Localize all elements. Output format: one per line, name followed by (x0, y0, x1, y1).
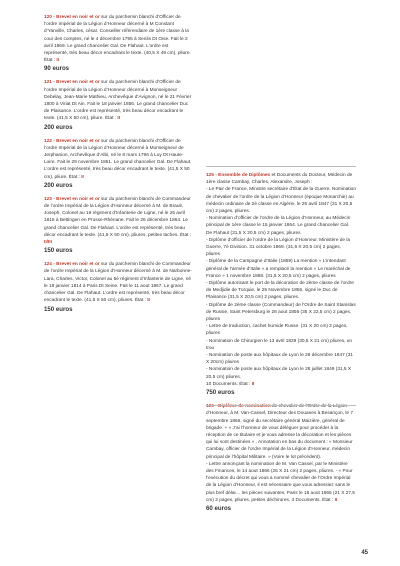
lot-item-text: - Diplôme de 2ème classe (Commandeur) de l’Ordre de Saint Stanislas de Russie, Saint Petersburg le 28 aout 1856 (35 X 22,5 cm) 2 pages, pliures (206, 302, 356, 323)
lot-heading: - Brevet en noir et or (51, 80, 100, 86)
lot-price: 60 euros (206, 504, 232, 512)
lot-item (206, 302, 356, 324)
lot-price: 750 euros (206, 389, 235, 397)
lot-number: 121 (44, 80, 52, 86)
lot-entry (44, 14, 192, 64)
lot-item-text: - Lettre annonçant la nomination de M. Van Cassel, par le Ministère des Finances, le 14 aout 1866 (26 X 21 cm) 2 pages, pliures. - « Pour l’exécution du décret qui vous a nommé chevalier de l’Ordre Impérial de la Légion d’Honneur, il est nécessaire que vous adressiez sans le plus bref délai… les pièces suivantes, Paris le 18 aout 1866 (21 X 27,5 cm) 2 pages, pliures, petites déchirures. 3 Documents. État : (206, 461, 355, 503)
right-column (206, 172, 356, 519)
lot-item-text: - Le Pair de France, Ministre secrétaire d’État de la Guerre, Nomination de chevalier de l’ordre de la Légion d’Honneur (époque Monarchie) au médecin ordinaire de 2è classe en Algérie, le 26 avril 1847 (31 X 20,5 cm) 2 pages, pliures. (206, 187, 356, 215)
lot-condition: II (81, 174, 84, 180)
lot-number: 125 (206, 173, 214, 178)
lot-item-text: - Nomination de poste aux hôpitaux de Lyon le 28 juillet 1849 (31,5 X 20,5 cm) pliures. (206, 367, 352, 380)
lot-item (206, 366, 356, 380)
lot-entry (44, 261, 192, 304)
lot-description: sur du parchemin blanchi de Commandeur de l’ordre Impérial de la Légion d’Honneur décerné à M. de Braulr, Joseph, Colonel au 19 régiment d’Infanterie de Ligne, né le 25 avril 1815 à Bettingen en Prusse-Rhénane. Fait le 26 décembre 1864. Le grand chancelier Gal. De Flahaut. L’ordre est représenté, très beau décor encadrant le texte. (41,5 X 50 cm), pliures, petites taches. État : (44, 196, 192, 238)
lot-entry (44, 196, 192, 246)
lot-item (206, 258, 356, 280)
left-column (44, 14, 192, 320)
lot-intro: de chevalier de l’Ordre de la Légion d’Honneur, à M. Van-Cassel, Directeur des Douanes à Besançon, le 7 septembre 1866, signé du secrétaire général Maizière, général de brigade. + « J’ai l’honneur de vous déléguer pour procéder à la réception de ce titulaire et je vous adresse la décoration et les pièces qui lui sont destinées » . Annotation en bas du document : « Monsieur Cambay, officier de l’ordre Impérial de la Légion d’Honneur, médecin principal de l’hôpital Militaire. » (Voire le lot précédent). (206, 404, 353, 460)
lot-condition: II (334, 497, 338, 503)
lot-item-text: - Lettre de traduction, cachet humide Russe. (31 X 20 cm) 2 pages, pliures (206, 324, 348, 337)
lot-description: sur du parchemin blanchi d’Officier de l’ordre Impérial de la Légion d’Honneur décerné à Monseigneur de Jerphanion, Archevêque d’Albi, né le 8 mars 1796 à Luy Dt Haute-Loire. Fait le 29 novembre 1861. Le grand chancelier Gal. De Flahaut. L’ordre est représenté, très beau décor encadrant le texte. (41,5 X 50 cm), pliure. État : (44, 138, 192, 180)
lot-item (206, 381, 356, 388)
lot-item-text: - Nomination de poste aux hôpitaux de Lyon le 28 décembre 1847 (31 X 20cm) pliures (206, 353, 353, 366)
lot-item-text: - Diplôme autorisant le port de la décoration de 2ème classe de l’ordre de Medjidie de Turquie, le 25 Novembre 1856, signé le Duc de Plaisance (31,5 X 20,5 cm) 2 pages, pliures. (206, 281, 354, 301)
lot-item (206, 186, 356, 215)
section-divider-2 (206, 405, 356, 406)
lot-item (206, 352, 356, 366)
right-lot-list (206, 172, 356, 512)
lot-entry (206, 403, 356, 461)
lot-number: 123 (44, 196, 52, 202)
lot-entry (44, 138, 192, 181)
left-lot-list (44, 14, 192, 313)
lot-item (206, 323, 356, 337)
lot-number: 124 (44, 262, 52, 268)
lot-entry (44, 79, 192, 122)
lot-price: 90 euros (44, 65, 70, 73)
lot-condition: II (56, 58, 60, 64)
lot-item-text: - Nomination de Chirurgien le 13 avril 1829 (30,5 X 21 cm) pliures, un trou (206, 338, 353, 351)
lot-item (206, 237, 356, 259)
lot-heading: - Brevet en noir et or (51, 262, 100, 268)
lot-entry (206, 172, 356, 186)
lot-item (206, 461, 356, 504)
lot-item-text: - Diplôme de la Campagne d’Italie (1859) La mention « L’intendant général de l’armée d’Italie » a remplacé la mention « Le maréchal de France » 1 novembre 1859. (31,5 X 20,5 cm) 2 pages, pliures (206, 259, 351, 279)
lot-item-text: - Diplôme d’officier de l’ordre de la Légion d’Honneur. Ministère de la Guerre, 7è Division. 31 octobre 1869. (31,5 X 20,5 cm) 2 pages, pliures (206, 237, 351, 258)
lot-heading: - Brevet en noir et or (51, 196, 100, 202)
lot-price: 150 euros (44, 247, 73, 255)
page-number: 45 (361, 550, 368, 556)
lot-heading: - Ensemble de Diplômes (213, 173, 271, 178)
lot-number: 126 (206, 404, 214, 410)
lot-condition: II (117, 116, 121, 122)
section-divider (206, 166, 356, 167)
lot-description: sur du parchemin blanchi d’Officier de l’ordre Impérial de la Légion d’Honneur décerné à Monseigneur Debelay, Jean-Marie Mathieu, Archevêque d’Avignon, né le 21 Février 1800 à Viriat Dt Ain. Fait le 18 janvier 1856. Le grand chancelier Duc de Plaisance. L’ordre est représenté, très beau décor encadrant le texte. (41,5 X 50 cm), pliure. État : (44, 80, 192, 122)
lot-number: 122 (44, 138, 52, 144)
lot-number: 120 (44, 15, 52, 20)
lot-item-text: 10 Documents. État : (206, 381, 252, 387)
lot-price: 150 euros (44, 305, 73, 313)
lot-item-text: - Nomination d’officier de l’ordre de la Légion d’Honneur, au Médecin principal de 1ère classe le 15 janvier 1864. Le grand chancelier Gal. De Flahaut (31,5 X 20,5 cm) 2 pages, pliures (206, 216, 351, 236)
lot-heading: - Brevet en noir et or (51, 15, 100, 20)
lot-price: 200 euros (44, 181, 73, 189)
lot-condition: II (251, 381, 255, 387)
lot-heading: - Diplôme de nomination (213, 404, 271, 410)
lot-intro: et Documents du Docteur, Médecin de 1ère classe Cambay, Charles, Alexandre, Joseph : (206, 173, 353, 186)
lot-heading: - Brevet en noir et or (51, 138, 100, 144)
lot-item (206, 338, 356, 352)
lot-description: sur du parchemin blanchi de Commandeur de l’ordre Impérial de la Légion d’Honneur décerné à M. de Narbonne-Lara, Charles, Victor, Colonel au 5è régiment d’Infanterie de Ligne, né le 18 janvier 1814 à Paris Dt Seine. Fait le 11 aout 1867. Le grand chancelier Gal. De Flahaut. L’ordre est représenté, très beau décor encadrant le texte. (41,5 X 50 cm), pliures. État : (44, 262, 192, 304)
lot-description: sur du parchemin blanchi d’Officier de l’ordre Impérial de la Légion d’Honneur décerné à M Constant d’Yanville, Charles, césar. Conseiller référendaire de 1ère classe à la cour des comptes, né le 4 décembre 1795 à Senlis Dt Oise. Fait le 2 avril 1869. Le grand chancelier Gal. De Flahaut. L’ordre est représenté, très beau décor encadrant le texte. (40,5 X 49 cm), pliure. État : (44, 15, 191, 64)
lot-price: 200 euros (44, 123, 73, 131)
lot-item (206, 280, 356, 302)
lot-condition: II/III (44, 240, 52, 246)
lot-item (206, 215, 356, 237)
lot-condition: II (147, 298, 150, 304)
